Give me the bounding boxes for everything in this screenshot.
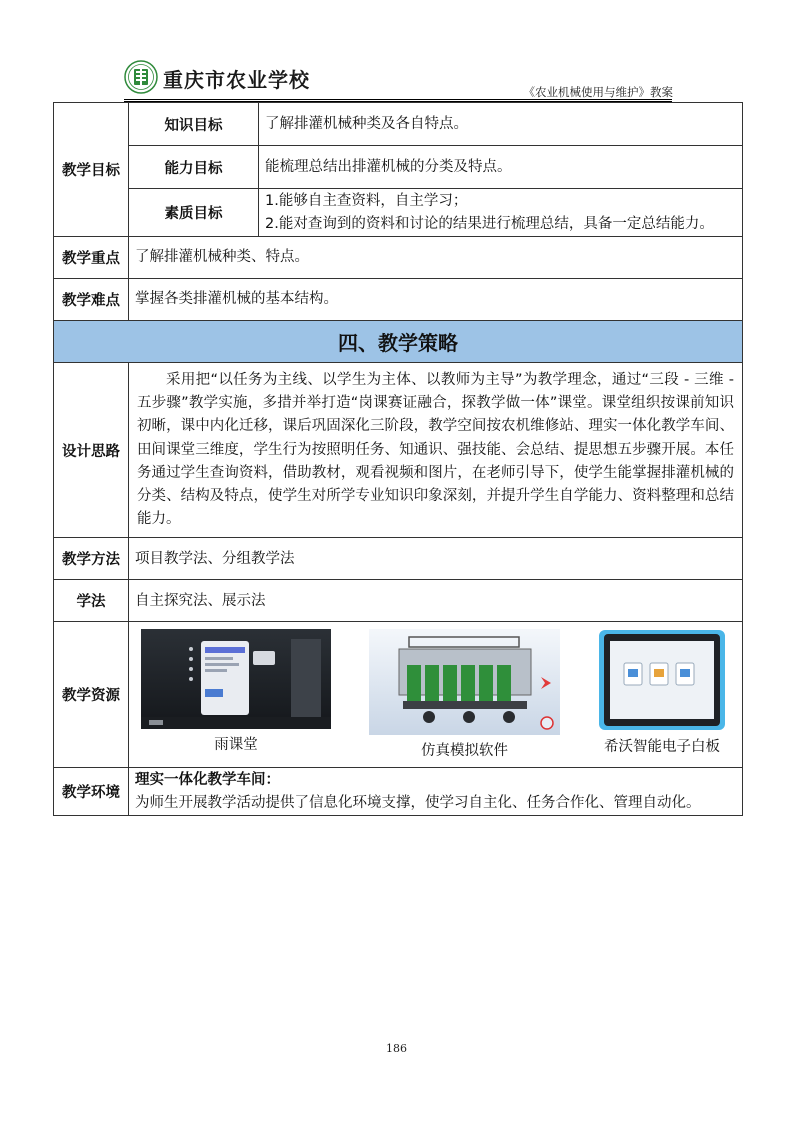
methods-text: 项目教学法、分组教学法 [129,538,743,580]
resource-caption: 雨课堂 [214,737,258,754]
design-label: 设计思路 [54,363,129,538]
resource-simulation [369,629,560,760]
resource-yuketang [141,629,331,754]
methods-label: 教学方法 [54,538,129,580]
simulation-software-image [369,629,560,735]
yuketang-screenshot-image [141,629,331,729]
design-text: 采用把“以任务为主线、以学生为主体、以教师为主导”为教学理念，通过“三段 - 三维 - 五步骤”教学实施，多措并举打造“岗课赛证融合，探教学做一体”课堂。课堂组织按课前知识初晰，课中内化迁移，课后巩固深化三阶段，教学空间按农机维修站、理实一体化教学车间、田间课堂三维度，学生行为按照明任务、知通识、强技能、会总结、提思想五步骤开展。本任务通过学生查询资料，借助教材，观看视频和图片，在老师引导下，使学生能掌握排灌机械的分类、结构及特点，使学生对所学专业知识印象深刻，并提升学生自学能力、资料整理和总结能力。 [129,363,743,538]
table-row [54,580,743,622]
table-row [54,279,743,321]
school-name: 重庆市农业学校 [163,68,310,92]
resource-whiteboard [598,629,726,756]
page-number: 186 [386,1042,407,1055]
ability-objective-text: 能梳理总结出排灌机械的分类及特点。 [259,146,743,189]
environment-title: 理实一体化教学车间： [135,772,280,789]
ability-objective-label: 能力目标 [129,146,259,189]
environment-label: 教学环境 [54,768,129,816]
environment-cell [129,768,743,816]
smart-whiteboard-image [598,629,726,731]
objectives-label: 教学目标 [54,103,129,237]
table-row [54,103,743,146]
table-row [54,622,743,768]
quality-objective-line: 1.能够自主查资料，自主学习； [265,193,468,210]
table-row [54,363,743,538]
resource-caption: 仿真模拟软件 [421,743,508,760]
school-logo-icon [124,60,158,94]
table-row [54,146,743,189]
resources-cell [129,622,743,768]
lesson-plan-table [53,102,743,816]
environment-text: 为师生开展教学活动提供了信息化环境支撑，使学习自主化、任务合作化、管理自动化。 [135,794,701,811]
quality-objective-label: 素质目标 [129,189,259,237]
difficulty-text: 掌握各类排灌机械的基本结构。 [129,279,743,321]
table-row [54,768,743,816]
quality-objective-line: 2.能对查询到的资料和讨论的结果进行梳理总结，具备一定总结能力。 [265,215,714,232]
resources-label: 教学资源 [54,622,129,768]
table-row [54,538,743,580]
learning-label: 学法 [54,580,129,622]
key-point-text: 了解排灌机械种类、特点。 [129,237,743,279]
table-row [54,321,743,363]
difficulty-label: 教学难点 [54,279,129,321]
knowledge-objective-label: 知识目标 [129,103,259,146]
page-header [0,0,793,105]
table-row [54,189,743,237]
section-title: 四、教学策略 [54,321,743,363]
header-rule [124,99,672,100]
key-point-label: 教学重点 [54,237,129,279]
learning-text: 自主探究法、展示法 [129,580,743,622]
knowledge-objective-text: 了解排灌机械种类及各自特点。 [259,103,743,146]
course-title: 《农业机械使用与维护》教案 [523,85,673,99]
quality-objective-text [259,189,743,237]
table-row [54,237,743,279]
resource-caption: 希沃智能电子白板 [604,739,720,756]
